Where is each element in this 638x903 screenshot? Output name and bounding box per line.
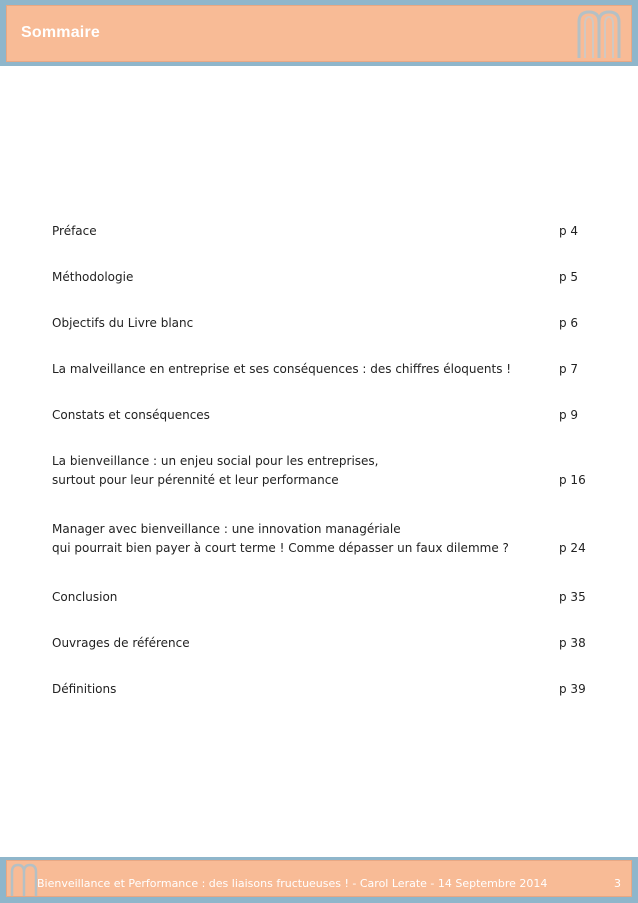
toc-entry-title — [52, 520, 552, 558]
header-panel — [6, 5, 632, 62]
toc-entry-title — [52, 452, 552, 490]
decorative-m-logo-icon — [9, 862, 39, 896]
toc-entry-line: Manager avec bienveillance : une innovation managériale — [52, 522, 401, 536]
toc-page-ref: p 16 — [559, 473, 586, 487]
footer-band — [0, 857, 638, 903]
toc-page-ref: p 9 — [559, 408, 579, 422]
toc-entry-title — [52, 680, 552, 699]
toc-entry-title — [52, 314, 552, 333]
toc-entry-title — [52, 406, 552, 425]
toc-entry-line: surtout pour leur pérennité et leur performance — [52, 473, 339, 487]
toc-entry-title — [52, 268, 552, 287]
toc-entry-title — [52, 360, 552, 379]
toc-entry-line: Définitions — [52, 682, 117, 696]
toc-page-ref: p 24 — [559, 541, 586, 555]
toc-page-ref: p 35 — [559, 590, 586, 604]
toc-entry-line: qui pourrait bien payer à court terme ! Comme dépasser un faux dilemme ? — [52, 541, 509, 555]
page-title: Sommaire — [21, 24, 100, 41]
header-band — [0, 0, 638, 66]
toc-entry-title — [52, 222, 552, 241]
toc-page-ref: p 6 — [559, 316, 579, 330]
toc-entry-line: Ouvrages de référence — [52, 636, 190, 650]
toc-entry-line: Objectifs du Livre blanc — [52, 316, 194, 330]
footer-caption: Bienveillance et Performance : des liaisons fructueuses ! - Carol Lerate - 14 Septembre 2014 — [37, 877, 548, 890]
toc-entry-line: Conclusion — [52, 590, 118, 604]
page-number: 3 — [614, 877, 621, 890]
toc-entry-line: La bienveillance : un enjeu social pour les entreprises, — [52, 454, 379, 468]
toc-page-ref: p 4 — [559, 224, 579, 238]
toc-entry-line: Méthodologie — [52, 270, 134, 284]
toc-page-ref: p 38 — [559, 636, 586, 650]
decorative-m-logo-icon — [575, 8, 623, 60]
toc-entry-line: Constats et conséquences — [52, 408, 210, 422]
toc-page-ref: p 39 — [559, 682, 586, 696]
toc-entry-title — [52, 634, 552, 653]
footer-panel — [6, 860, 632, 897]
toc-entry-line: Préface — [52, 224, 97, 238]
toc-page-ref: p 5 — [559, 270, 579, 284]
toc-page-ref: p 7 — [559, 362, 579, 376]
toc-entry-title — [52, 588, 552, 607]
toc-entry-line: La malveillance en entreprise et ses conséquences : des chiffres éloquents ! — [52, 362, 512, 376]
